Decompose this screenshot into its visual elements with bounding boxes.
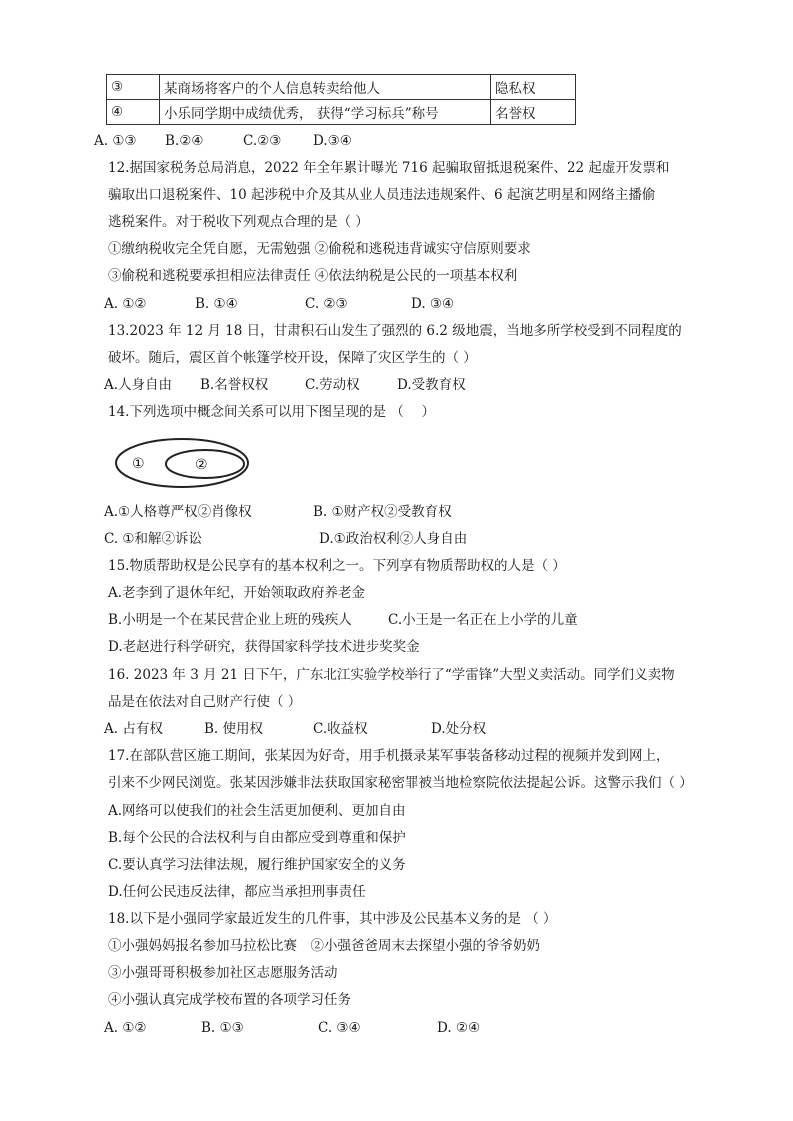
- q16-option-a: A. 占有权: [104, 721, 163, 737]
- q13-option-d: D.受教育权: [397, 377, 466, 393]
- q16-option-b: B. 使用权: [204, 721, 264, 737]
- q15-option-b: B.小明是一个在某民营企业上班的残疾人: [108, 612, 352, 628]
- q11-option-a: A. ①③: [94, 133, 137, 149]
- q18-statement: ③小强哥哥积极参加社区志愿服务活动: [108, 965, 338, 981]
- table-cell-num: ④: [107, 100, 160, 125]
- q17-stem-line: 引来不少网民浏览。张某因涉嫌非法获取国家秘密罪被当地检察院依法提起公诉。这警示我们（ ）: [108, 775, 693, 791]
- q17-option-d: D.任何公民违反法律，都应当承担刑事责任: [108, 884, 366, 900]
- q12-statement: ①缴纳税收完全凭自愿，无需勉强 ②偷税和逃税违背诚实守信原则要求: [108, 241, 531, 257]
- q18-stem-line: 18.以下是小强同学家最近发生的几件事，其中涉及公民基本义务的是 （ ）: [108, 911, 557, 927]
- q13-option-a: A.人身自由: [104, 377, 173, 393]
- table-cell-text: 小乐同学期中成绩优秀， 获得“学习标兵”称号: [160, 100, 491, 125]
- q11-option-d: D.③④: [313, 133, 352, 149]
- q14-option-d: D.①政治权利②人身自由: [319, 531, 468, 547]
- q18-option-c: C. ③④: [318, 1020, 361, 1036]
- q11-option-c: C.②③: [243, 133, 282, 149]
- q15-stem-line: 15.物质帮助权是公民享有的基本权利之一。下列享有物质帮助权的人是（ ）: [108, 558, 566, 574]
- rights-table: [106, 74, 576, 125]
- q13-stem-line: 13.2023 年 12 月 18 日，甘肃积石山发生了强烈的 6.2 级地震，当地多所学校受到不同程度的: [108, 323, 682, 339]
- q13-stem-line: 破坏。随后，震区首个帐篷学校开设，保障了灾区学生的（ ）: [108, 350, 477, 366]
- q12-stem-line: 逃税案件。对于税收下列观点合理的是（ ）: [108, 214, 369, 230]
- table-cell-text: 某商场将客户的个人信息转卖给他人: [160, 75, 491, 100]
- q17-option-c: C.要认真学习法律法规，履行维护国家安全的义务: [108, 857, 406, 873]
- table-cell-right: 名誉权: [491, 100, 576, 125]
- q14-option-a: A.①人格尊严权②肖像权: [104, 504, 252, 520]
- table-row: [107, 100, 576, 125]
- q17-option-a: A.网络可以使我们的社会生活更加便利、更加自由: [108, 803, 406, 819]
- q12-option-b: B. ①④: [195, 296, 238, 312]
- q12-option-d: D. ③④: [411, 296, 455, 312]
- q17-stem-line: 17.在部队营区施工期间，张某因为好奇，用手机摄录某军事装备移动过程的视频并发到网上，: [108, 748, 670, 764]
- q15-option-a: A.老李到了退休年纪，开始领取政府养老金: [108, 585, 366, 601]
- table-row: [107, 75, 576, 100]
- q14-option-c: C. ①和解②诉讼: [104, 531, 203, 547]
- table-cell-right: 隐私权: [491, 75, 576, 100]
- table-cell-num: ③: [107, 75, 160, 100]
- q12-statement: ③偷税和逃税要承担相应法律责任 ④依法纳税是公民的一项基本权利: [108, 268, 518, 284]
- q15-option-d: D.老赵进行科学研究，获得国家科学技术进步奖奖金: [108, 639, 420, 655]
- q16-option-d: D.处分权: [431, 721, 487, 737]
- q12-option-c: C. ②③: [305, 296, 348, 312]
- q14-stem-line: 14.下列选项中概念间关系可以用下图呈现的是 （ ）: [108, 404, 436, 420]
- q14-option-b: B. ①财产权②受教育权: [313, 504, 452, 520]
- q16-stem-line: 品是在依法对自己财产行使（ ）: [108, 694, 302, 710]
- q16-option-c: C.收益权: [313, 721, 368, 737]
- q18-option-a: A. ①②: [104, 1020, 147, 1036]
- q18-statement: ④小强认真完成学校布置的各项学习任务: [108, 992, 351, 1008]
- inner-label: ②: [195, 457, 208, 473]
- q13-option-b: B.名誉权权: [200, 377, 269, 393]
- q15-option-c: C.小王是一名正在上小学的儿童: [388, 612, 578, 628]
- q18-statement: ①小强妈妈报名参加马拉松比赛 ②小强爸爸周末去探望小强的爷爷奶奶: [108, 938, 540, 954]
- q18-option-d: D. ②④: [437, 1020, 481, 1036]
- q17-option-b: B.每个公民的合法权利与自由都应受到尊重和保护: [108, 830, 406, 846]
- q12-stem-line: 骗取出口退税案件、10 起涉税中介及其从业人员违法违规案件、6 起演艺明星和网络主播偷: [108, 187, 656, 203]
- q12-option-a: A. ①②: [104, 296, 147, 312]
- outer-label: ①: [132, 456, 145, 472]
- q18-option-b: B. ①③: [201, 1020, 244, 1036]
- q11-option-b: B.②④: [165, 133, 204, 149]
- q13-option-c: C.劳动权: [305, 377, 360, 393]
- q12-stem-line: 12.据国家税务总局消息，2022 年全年累计曝光 716 起骗取留抵退税案件、22 起虚开发票和: [108, 160, 670, 176]
- concept-diagram: [112, 434, 268, 494]
- q16-stem-line: 16. 2023 年 3 月 21 日下午，广东北江实验学校举行了“学雷锋”大型义卖活动。同学们义卖物: [108, 667, 675, 683]
